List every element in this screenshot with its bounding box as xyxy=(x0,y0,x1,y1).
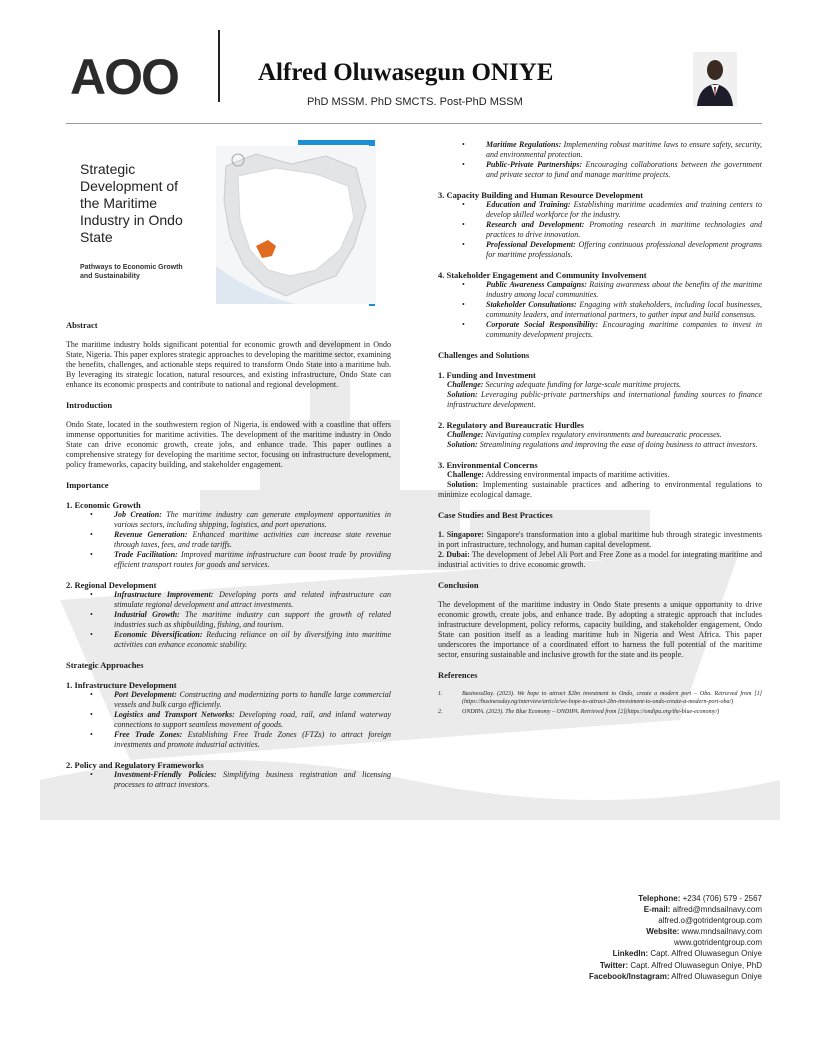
challenge-item: 3. Environmental Concerns Challenge: Addressing environmental impacts of maritime activities. Solution: Implementing sustainable practices and adhering to environmental regulations to minimize ecological damage. xyxy=(438,460,762,499)
reference-item: 2. ONDIPA. (2023). The Blue Economy – ONDIPA. Retrieved from [2](https://ondipa.org/the-blue-economy/) xyxy=(438,709,720,715)
stakeholder-title: 4. Stakeholder Engagement and Community Involvement xyxy=(438,270,647,280)
email-line-2: alfred.o@gotridentgroup.com xyxy=(658,916,762,926)
importance-heading: Importance xyxy=(66,480,109,490)
economic-growth-list xyxy=(66,510,391,570)
list-item: • Trade Facilitation: Improved maritime infrastructure can boost trade by providing efficient transport routes for goods and services. xyxy=(66,550,391,570)
conclusion-text: The development of the maritime industry in Ondo State presents a unique opportunity to drive economic growth, create jobs, and enhance trade. By adopting a strategic approach that includes infrastructure development, policy reforms, capacity building, and stakeholder engagement, Ondo State can position itself as a leading maritime hub in Nigeria and West Africa. This paper underscores the importance of a coordinated effort to harness the full potential of the maritime sector, ensuring sustainable and inclusive growth for the state and its people. xyxy=(438,600,762,659)
website-line-2: www.gotridentgroup.com xyxy=(673,938,762,948)
reference-item: 1. BusinessDay. (2023). We hope to attract $2bn investment to Ondo, create a modern port – Oba. Retrieved from [1](https://businessday.ng/interview/article/we-hope-to-attract-2bn-investment-to-ondo-create-a-modern-port-oba/) xyxy=(438,691,762,705)
case-study-item: 2. Dubai: The development of Jebel Ali Port and Free Zone as a model for integrating maritime and industrial activities to drive economic growth. xyxy=(438,550,763,569)
contact-block xyxy=(440,893,762,982)
cover-subtitle: Pathways to Economic Growth and Sustainability xyxy=(80,264,183,280)
introduction-heading: Introduction xyxy=(66,400,113,410)
list-item: • Job Creation: The maritime industry can generate employment opportunities in various sectors, including shipping, logistics, and port operations. xyxy=(66,510,391,530)
aoo-logo: AOO xyxy=(70,49,178,105)
list-item: • Logistics and Transport Networks: Developing road, rail, and inland waterway connections to support seamless movement of goods. xyxy=(66,710,391,730)
capacity-list xyxy=(438,200,762,260)
abstract-text: The maritime industry holds significant potential for economic growth and development in Ondo State, Nigeria. This paper explores strategic approaches to developing the maritime sector, examining the benefits, challenges, and actionable steps required to transform Ondo State into a maritime hub. By leveraging its strategic location, natural resources, and existing infrastructure, Ondo State can enhance its economic prospects and contribute to national and regional development. xyxy=(66,340,391,389)
challenge-item: 1. Funding and Investment Challenge: Securing adequate funding for large-scale maritime projects. Solution: Leveraging public-private partnerships and international funding sources to finance infrastructure development. xyxy=(438,370,762,409)
challenges-heading: Challenges and Solutions xyxy=(438,350,530,360)
website-line: Website: www.mndsailnavy.com xyxy=(646,927,762,937)
cover-accent-bar-top xyxy=(298,140,375,145)
references-heading: References xyxy=(438,670,478,680)
references-list xyxy=(438,690,762,716)
author-photo xyxy=(693,52,737,106)
case-studies-list xyxy=(438,530,762,570)
stakeholder-list xyxy=(438,280,762,340)
capacity-title: 3. Capacity Building and Human Resource Development xyxy=(438,190,644,200)
list-item: • Professional Development: Offering continuous professional development programs for maritime professionals. xyxy=(438,240,762,260)
policy-title: 2. Policy and Regulatory Frameworks xyxy=(66,760,204,770)
list-item: • Infrastructure Improvement: Developing ports and related infrastructure can stimulate regional development and attract investments. xyxy=(66,590,391,610)
list-item: • Public Awareness Campaigns: Raising awareness about the benefits of the maritime industry among local communities. xyxy=(438,280,762,300)
policy-list-part1 xyxy=(66,770,391,790)
author-credentials: PhD MSSM. PhD SMCTS. Post-PhD MSSM xyxy=(307,96,523,108)
regional-development-title: 2. Regional Development xyxy=(66,580,157,590)
email-line: E-mail: alfred@mndsailnavy.com xyxy=(643,905,762,915)
list-item: • Maritime Regulations: Implementing robust maritime laws to ensure safety, security, and environmental protection. xyxy=(438,140,762,160)
twitter-line: Twitter: Capt. Alfred Oluwasegun Oniye, PhD xyxy=(599,960,762,970)
nigeria-map xyxy=(216,146,376,304)
infrastructure-list xyxy=(66,690,391,750)
introduction-text: Ondo State, located in the southwestern region of Nigeria, is endowed with a coastline that offers immense opportunities for maritime activities. The development of the maritime industry in Ondo State can drive economic growth, create jobs, and enhance trade. This paper outlines a comprehensive strategy for developing the maritime sector, focusing on infrastructure development, policy frameworks, capacity building, and stakeholder engagement. xyxy=(66,420,391,469)
author-name: Alfred Oluwasegun ONIYE xyxy=(258,59,554,86)
list-item: • Industrial Growth: The maritime industry can support the growth of related industries such as shipbuilding, fishing, and tourism. xyxy=(66,610,391,630)
policy-list-part2 xyxy=(438,140,762,180)
linkedin-line: LinkedIn: Capt. Alfred Oluwasegun Oniye xyxy=(612,949,762,959)
case-study-item: 1. Singapore: Singapore's transformation into a global maritime hub through strategic investments in port infrastructure, technology, and human capital development. xyxy=(438,530,762,549)
list-item: • Economic Diversification: Reducing reliance on oil by diversifying into maritime activities can enhance economic stability. xyxy=(66,630,391,650)
strategic-heading: Strategic Approaches xyxy=(66,660,144,670)
list-item: • Corporate Social Responsibility: Encouraging maritime companies to invest in community development projects. xyxy=(438,320,762,340)
header-divider xyxy=(218,30,220,102)
telephone-line: Telephone: +234 (706) 579 - 2567 xyxy=(638,894,762,903)
regional-development-list xyxy=(66,590,391,650)
page-header xyxy=(0,0,816,125)
header-rule xyxy=(66,123,762,124)
right-column xyxy=(438,140,762,718)
cover-title: Strategic Development of the Maritime Industry in Ondo State xyxy=(80,161,183,245)
abstract-heading: Abstract xyxy=(66,320,98,330)
list-item: • Revenue Generation: Enhanced maritime activities can increase state revenue through taxes, fees, and trade tariffs. xyxy=(66,530,391,550)
case-studies-heading: Case Studies and Best Practices xyxy=(438,510,553,520)
list-item: • Stakeholder Consultations: Engaging with stakeholders, including local businesses, community leaders, and international partners, to gather input and build consensus. xyxy=(438,300,762,320)
list-item: • Research and Development: Promoting research in maritime technologies and practices to drive innovation. xyxy=(438,220,762,240)
list-item: • Free Trade Zones: Establishing Free Trade Zones (FTZs) to attract foreign investments and promote industrial activities. xyxy=(66,730,391,750)
left-column xyxy=(66,320,391,800)
list-item: • Port Development: Constructing and modernizing ports to handle large commercial vessels and bulk cargo efficiently. xyxy=(66,690,391,710)
list-item: • Education and Training: Establishing maritime academies and training centers to develop skilled workforce for the industry. xyxy=(438,200,762,220)
list-item: • Investment-Friendly Policies: Simplifying business registration and licensing processes to attract investors. xyxy=(66,770,391,790)
challenge-item: 2. Regulatory and Bureaucratic Hurdles Challenge: Navigating complex regulatory environments and bureaucratic processes. Solution: Streamlining regulations and improving the ease of doing business to attract investors. xyxy=(438,420,758,449)
economic-growth-title: 1. Economic Growth xyxy=(66,500,141,510)
facebook-line: Facebook/Instagram: Alfred Oluwasegun Oniye xyxy=(589,971,762,981)
infrastructure-title: 1. Infrastructure Development xyxy=(66,680,177,690)
conclusion-heading: Conclusion xyxy=(438,580,479,590)
list-item: • Public-Private Partnerships: Encouraging collaborations between the government and private sector to fund and manage maritime projects. xyxy=(438,160,762,180)
cover-image xyxy=(66,136,386,309)
